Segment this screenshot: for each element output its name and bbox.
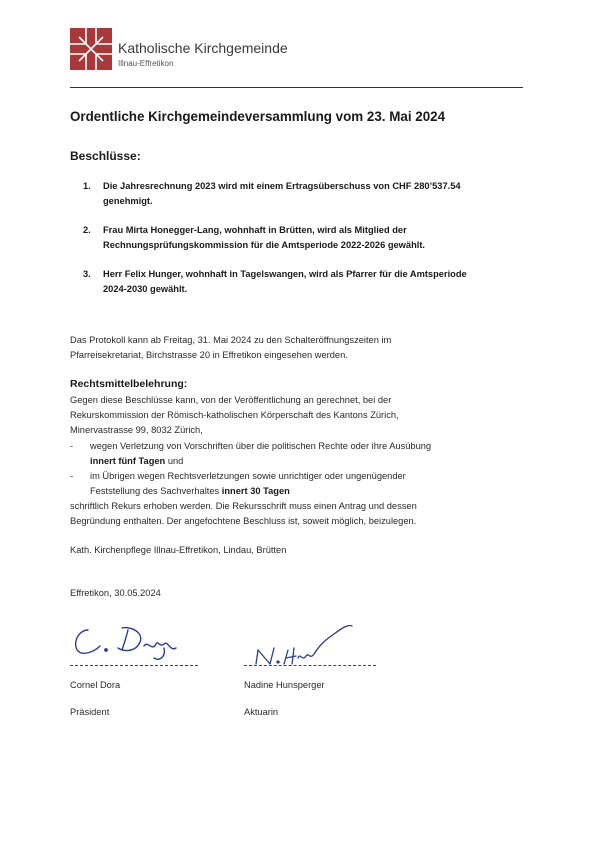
legal-line: Rekurskommission der Römisch-katholischen Körperschaft des Kantons Zürich, [70, 410, 399, 420]
signature-nadine-hunsperger [244, 612, 364, 670]
legal-line: Begründung enthalten. Der angefochtene Beschluss ist, soweit möglich, beizulegen. [70, 516, 417, 526]
signature-line [70, 665, 198, 666]
signatory-name: Cornel Dora [70, 680, 121, 690]
signatory-role: Aktuarin [244, 707, 279, 717]
legal-line: Minervastrasse 99, 8032 Zürich, [70, 425, 203, 435]
protocol-line: Pfarreisekretariat, Birchstrasse 20 in Effretikon eingesehen werden. [70, 350, 348, 360]
header-divider [70, 87, 523, 88]
org-name: Katholische Kirchgemeinde [118, 40, 288, 56]
protocol-line: Das Protokoll kann ab Freitag, 31. Mai 2024 zu den Schalteröffnungszeiten im [70, 335, 392, 345]
resolution-number: 1. [83, 181, 91, 191]
resolution-item [83, 267, 503, 297]
place-date: Effretikon, 30.05.2024 [70, 588, 161, 598]
resolution-text: genehmigt. [103, 196, 153, 206]
authority-line: Kath. Kirchenpflege Illnau-Effretikon, Lindau, Brütten [70, 545, 287, 555]
resolution-text: Frau Mirta Honegger-Lang, wohnhaft in Brütten, wird als Mitglied der [103, 225, 407, 235]
resolution-text: Herr Felix Hunger, wohnhaft in Tagelswangen, wird als Pfarrer für die Amtsperiode [103, 269, 467, 279]
document-title: Ordentliche Kirchgemeindeversammlung vom 23. Mai 2024 [70, 109, 446, 124]
resolution-item [83, 223, 503, 253]
legal-closing [70, 499, 417, 529]
bullet-text: Feststellung des Sachverhaltes [90, 486, 222, 496]
bullet-dash: - [70, 471, 74, 481]
bullet-dash: - [70, 441, 74, 451]
resolution-item [83, 179, 503, 209]
signature-cornel-dora [70, 618, 200, 664]
resolution-text: Die Jahresrechnung 2023 wird mit einem Ertragsüberschuss von CHF 280’537.54 [103, 181, 461, 191]
org-subtitle: Illnau-Effretikon [118, 59, 174, 68]
legal-line: schriftlich Rekurs erhoben werden. Die Rekursschrift muss einen Antrag und dessen [70, 501, 417, 511]
deadline-bold: innert fünf Tagen [90, 456, 166, 466]
signatory-role: Präsident [70, 707, 110, 717]
section-heading: Beschlüsse: [70, 149, 141, 163]
protocol-paragraph [70, 333, 391, 363]
church-logo [70, 28, 112, 70]
resolution-number: 2. [83, 225, 91, 235]
signatory-name: Nadine Hunsperger [244, 680, 325, 690]
bullet-text: wegen Verletzung von Vorschriften über die politischen Rechte oder ihre Ausübung [90, 441, 432, 451]
deadline-bold: innert 30 Tagen [221, 486, 290, 496]
resolution-number: 3. [83, 269, 91, 279]
legal-line: Gegen diese Beschlüsse kann, von der Veröffentlichung an gerechnet, bei der [70, 395, 392, 405]
legal-heading: Rechtsmittelbelehrung: [70, 378, 188, 390]
resolution-text: 2024-2030 gewählt. [103, 284, 188, 294]
bullet-text: im Übrigen wegen Rechtsverletzungen sowie unrichtiger oder ungenügender [90, 471, 406, 481]
legal-bullet [70, 469, 510, 499]
signature-line [244, 665, 376, 666]
legal-bullet [70, 439, 510, 469]
bullet-text: und [165, 456, 184, 466]
legal-intro [70, 393, 399, 438]
resolution-text: Rechnungsprüfungskommission für die Amtsperiode 2022-2026 gewählt. [103, 240, 426, 250]
